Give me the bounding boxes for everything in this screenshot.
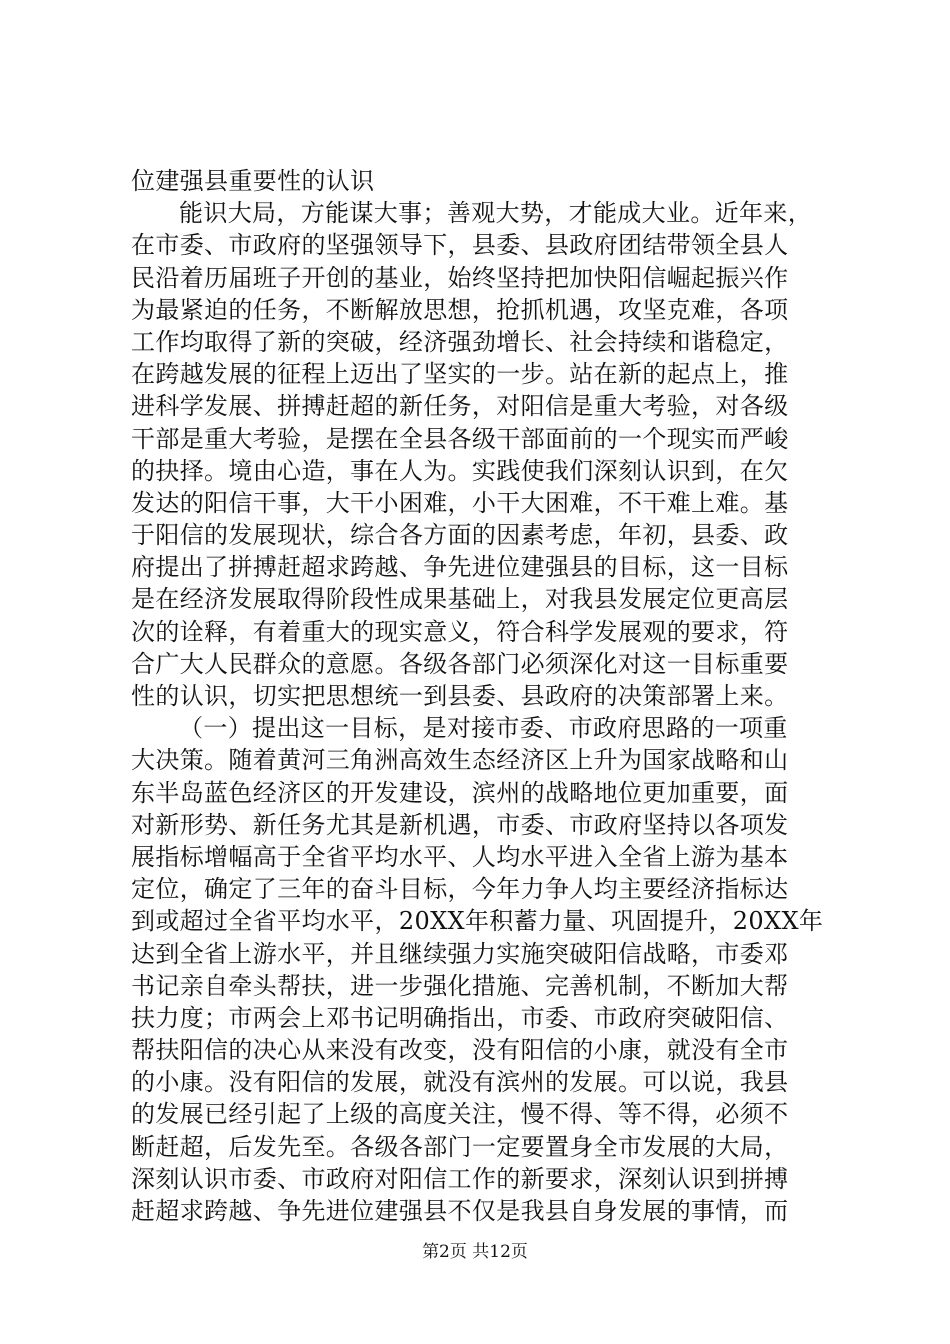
text-line: 民沿着历届班子开创的基业，始终坚持把加快阳信崛起振兴作 bbox=[131, 263, 789, 292]
text-line: 书记亲自牵头帮扶，进一步强化措施、完善机制，不断加大帮 bbox=[131, 971, 789, 1000]
text-line: （一）提出这一目标，是对接市委、市政府思路的一项重 bbox=[179, 714, 788, 743]
text-line: 的抉择。境由心造，事在人为。实践使我们深刻认识到，在欠 bbox=[131, 456, 789, 485]
text-line: 断赶超，后发先至。各级各部门一定要置身全市发展的大局， bbox=[131, 1132, 789, 1161]
text-line: 是在经济发展取得阶段性成果基础上，对我县发展定位更高层 bbox=[131, 585, 789, 614]
text-line: 赶超求跨越、争先进位建强县不仅是我县自身发展的事情，而 bbox=[131, 1197, 789, 1225]
text-line: 次的诠释，有着重大的现实意义，符合科学发展观的要求，符 bbox=[131, 617, 789, 646]
document-body bbox=[131, 165, 831, 1227]
text-line: 的发展已经引起了上级的高度关注，慢不得、等不得，必须不 bbox=[131, 1100, 789, 1129]
page-number-footer: 第2页 共12页 bbox=[422, 1242, 528, 1262]
text-line: 发达的阳信干事，大干小困难，小干大困难，不干难上难。基 bbox=[131, 488, 789, 517]
text-line: 大决策。随着黄河三角洲高效生态经济区上升为国家战略和山 bbox=[131, 746, 789, 775]
text-line: 为最紧迫的任务，不断解放思想，抢抓机遇，攻坚克难，各项 bbox=[131, 295, 789, 324]
text-line: 扶力度；市两会上邓书记明确指出，市委、市政府突破阳信、 bbox=[131, 1003, 789, 1032]
text-line: 位建强县重要性的认识 bbox=[131, 167, 375, 195]
text-line: 在跨越发展的征程上迈出了坚实的一步。站在新的起点上，推 bbox=[131, 360, 789, 389]
text-line: 合广大人民群众的意愿。各级各部门必须深化对这一目标重要 bbox=[131, 649, 789, 678]
text-line: 在市委、市政府的坚强领导下，县委、县政府团结带领全县人 bbox=[131, 231, 789, 260]
text-line: 性的认识，切实把思想统一到县委、县政府的决策部署上来。 bbox=[131, 682, 789, 710]
text-line: 进科学发展、拼搏赶超的新任务，对阳信是重大考验，对各级 bbox=[131, 392, 789, 421]
text-line: 于阳信的发展现状，综合各方面的因素考虑，年初，县委、政 bbox=[131, 521, 789, 550]
text-line: 府提出了拼搏赶超求跨越、争先进位建强县的目标，这一目标 bbox=[131, 553, 789, 582]
text-line: 帮扶阳信的决心从来没有改变，没有阳信的小康，就没有全市 bbox=[131, 1036, 789, 1065]
text-line: 展指标增幅高于全省平均水平、人均水平进入全省上游为基本 bbox=[131, 842, 789, 871]
text-line: 对新形势、新任务尤其是新机遇，市委、市政府坚持以各项发 bbox=[131, 810, 789, 839]
text-line: 达到全省上游水平，并且继续强力实施突破阳信战略，市委邓 bbox=[131, 939, 789, 968]
text-line: 工作均取得了新的突破，经济强劲增长、社会持续和谐稳定， bbox=[131, 327, 789, 356]
text-line: 能识大局，方能谋大事；善观大势，才能成大业。近年来， bbox=[179, 199, 813, 228]
text-line: 干部是重大考验，是摆在全县各级干部面前的一个现实而严峻 bbox=[131, 424, 789, 453]
text-line: 深刻认识市委、市政府对阳信工作的新要求，深刻认识到拼搏 bbox=[131, 1164, 789, 1193]
text-line: 到或超过全省平均水平，20XX年积蓄力量、巩固提升，20XX年 bbox=[131, 907, 824, 936]
text-line: 定位，确定了三年的奋斗目标，今年力争人均主要经济指标达 bbox=[131, 875, 789, 904]
text-line: 的小康。没有阳信的发展，就没有滨州的发展。可以说，我县 bbox=[131, 1068, 789, 1097]
text-line: 东半岛蓝色经济区的开发建设，滨州的战略地位更加重要，面 bbox=[131, 778, 789, 807]
